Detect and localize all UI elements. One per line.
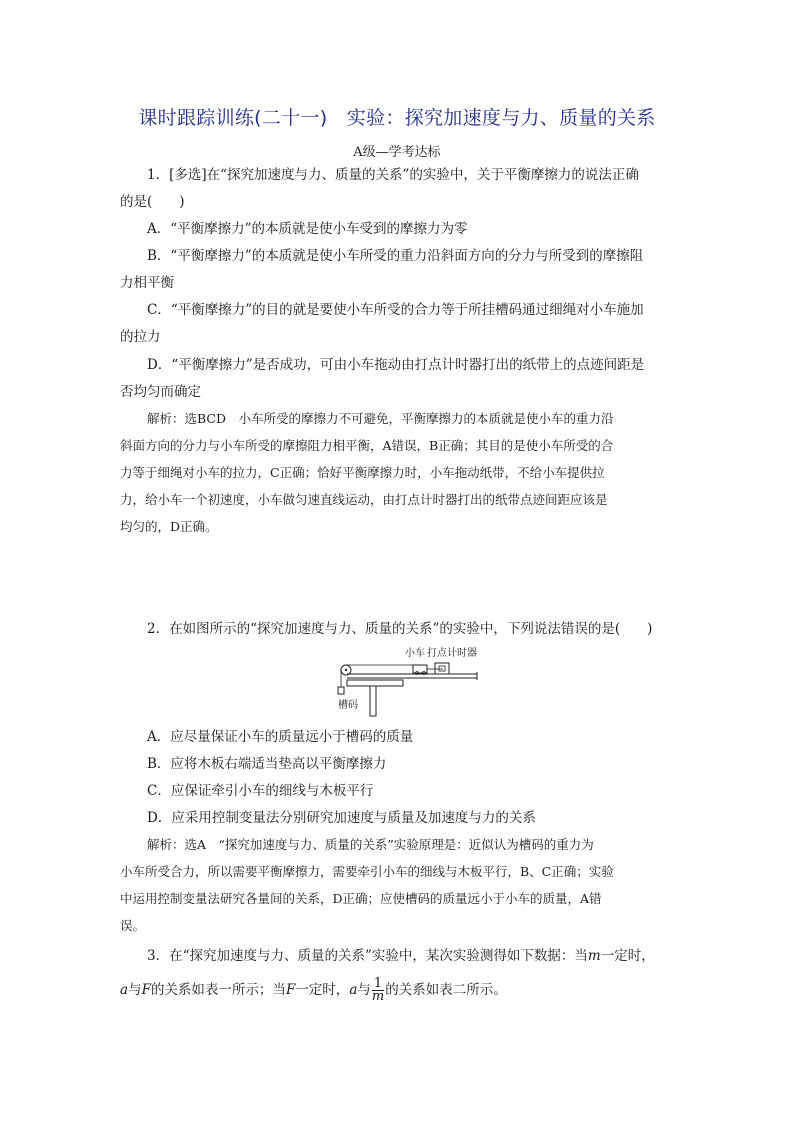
q3-stem-line-2: a与F的关系如表一所示；当F一定时，a与 $\frac{1}{m}$ 的关系如表二所示。 bbox=[120, 976, 507, 1004]
table-top bbox=[347, 680, 403, 686]
label-weight: 槽码 bbox=[338, 700, 358, 711]
var-F: F bbox=[141, 982, 151, 998]
q2-option-c: C．应保证牵引小车的细线与木板平行 bbox=[147, 783, 374, 799]
q1-analysis-line: 解析：选BCD 小车所受的摩擦力不可避免，平衡摩擦力的本质就是使小车的重力沿 bbox=[147, 411, 614, 426]
q1-analysis-line: 力，给小车一个初速度，小车做匀速直线运动，由打点计时器打出的纸带点迹间距应该是 bbox=[120, 492, 608, 507]
q2-option-a: A．应尽量保证小车的质量远小于槽码的质量 bbox=[147, 729, 414, 745]
hanging-weight bbox=[338, 687, 344, 694]
q1-option-a: A．“平衡摩擦力”的本质就是使小车受到的摩擦力为零 bbox=[147, 221, 468, 237]
var-a: a bbox=[120, 982, 129, 998]
q1-option-b-line-2: 力相平衡 bbox=[120, 275, 174, 291]
table-leg bbox=[370, 686, 376, 716]
label-cart: 小车 bbox=[405, 648, 425, 659]
q2-analysis-line: 解析：选A “探究加速度与力、质量的关系”实验原理是：近似认为槽码的重力为 bbox=[147, 837, 594, 852]
q1-stem-line-2: 的是( ) bbox=[120, 194, 185, 210]
timer bbox=[435, 663, 449, 674]
fraction-one-over-m: $\frac{1}{m}$ bbox=[371, 976, 385, 1004]
q2-analysis-line: 中运用控制变量法研究各量间的关系，D正确；应使槽码的质量远小于小车的质量，A错 bbox=[120, 891, 602, 906]
q1-analysis-line: 力等于细绳对小车的拉力，C正确；恰好平衡摩擦力时，小车拖动纸带，不给小车提供拉 bbox=[120, 465, 605, 480]
var-a: a bbox=[349, 982, 358, 998]
q1-analysis-line: 均匀的，D正确。 bbox=[120, 519, 218, 534]
q1-option-d-line-2: 否均匀而确定 bbox=[120, 384, 201, 400]
q2-apparatus-figure bbox=[325, 645, 495, 717]
section-subtitle: A级—学考达标 bbox=[353, 145, 441, 160]
label-timer: 打点计时器 bbox=[427, 648, 477, 659]
page-title: 课时跟踪训练(二十一) 实验：探究加速度与力、质量的关系 bbox=[138, 107, 656, 129]
q1-option-d-line-1: D．“平衡摩擦力”是否成功，可由小车拖动由打点计时器打出的纸带上的点迹间距是 bbox=[147, 357, 645, 373]
q3-stem-line-1: 3．在“探究加速度与力、质量的关系”实验中，某次实验测得如下数据：当m一定时， bbox=[147, 948, 655, 964]
q1-option-c-line-2: 的拉力 bbox=[120, 329, 161, 345]
q2-option-b: B．应将木板右端适当垫高以平衡摩擦力 bbox=[147, 756, 387, 772]
q2-stem: 2．在如图所示的“探究加速度与力、质量的关系”的实验中，下列说法错误的是( ) bbox=[147, 621, 653, 637]
q1-option-b-line-1: B．“平衡摩擦力”的本质就是使小车所受的重力沿斜面方向的分力与所受到的摩擦阻 bbox=[147, 248, 644, 264]
q1-option-c-line-1: C．“平衡摩擦力”的目的就是要使小车所受的合力等于所挂槽码通过细绳对小车施加 bbox=[147, 302, 644, 318]
q1-analysis-line: 斜面方向的分力与小车所受的摩擦阻力相平衡，A错误，B正确；其目的是使小车所受的合 bbox=[120, 438, 614, 453]
var-F: F bbox=[285, 982, 296, 998]
q2-option-d: D．应采用控制变量法分别研究加速度与质量及加速度与力的关系 bbox=[147, 810, 536, 826]
q2-analysis-line: 小车所受合力，所以需要平衡摩擦力，需要牵引小车的细线与木板平行，B、C正确；实验 bbox=[120, 864, 614, 879]
q1-stem-line-1: 1．[多选]在“探究加速度与力、质量的关系”的实验中，关于平衡摩擦力的说法正确 bbox=[147, 167, 639, 183]
q2-analysis-line: 误。 bbox=[120, 918, 146, 933]
var-m: m bbox=[587, 948, 601, 964]
